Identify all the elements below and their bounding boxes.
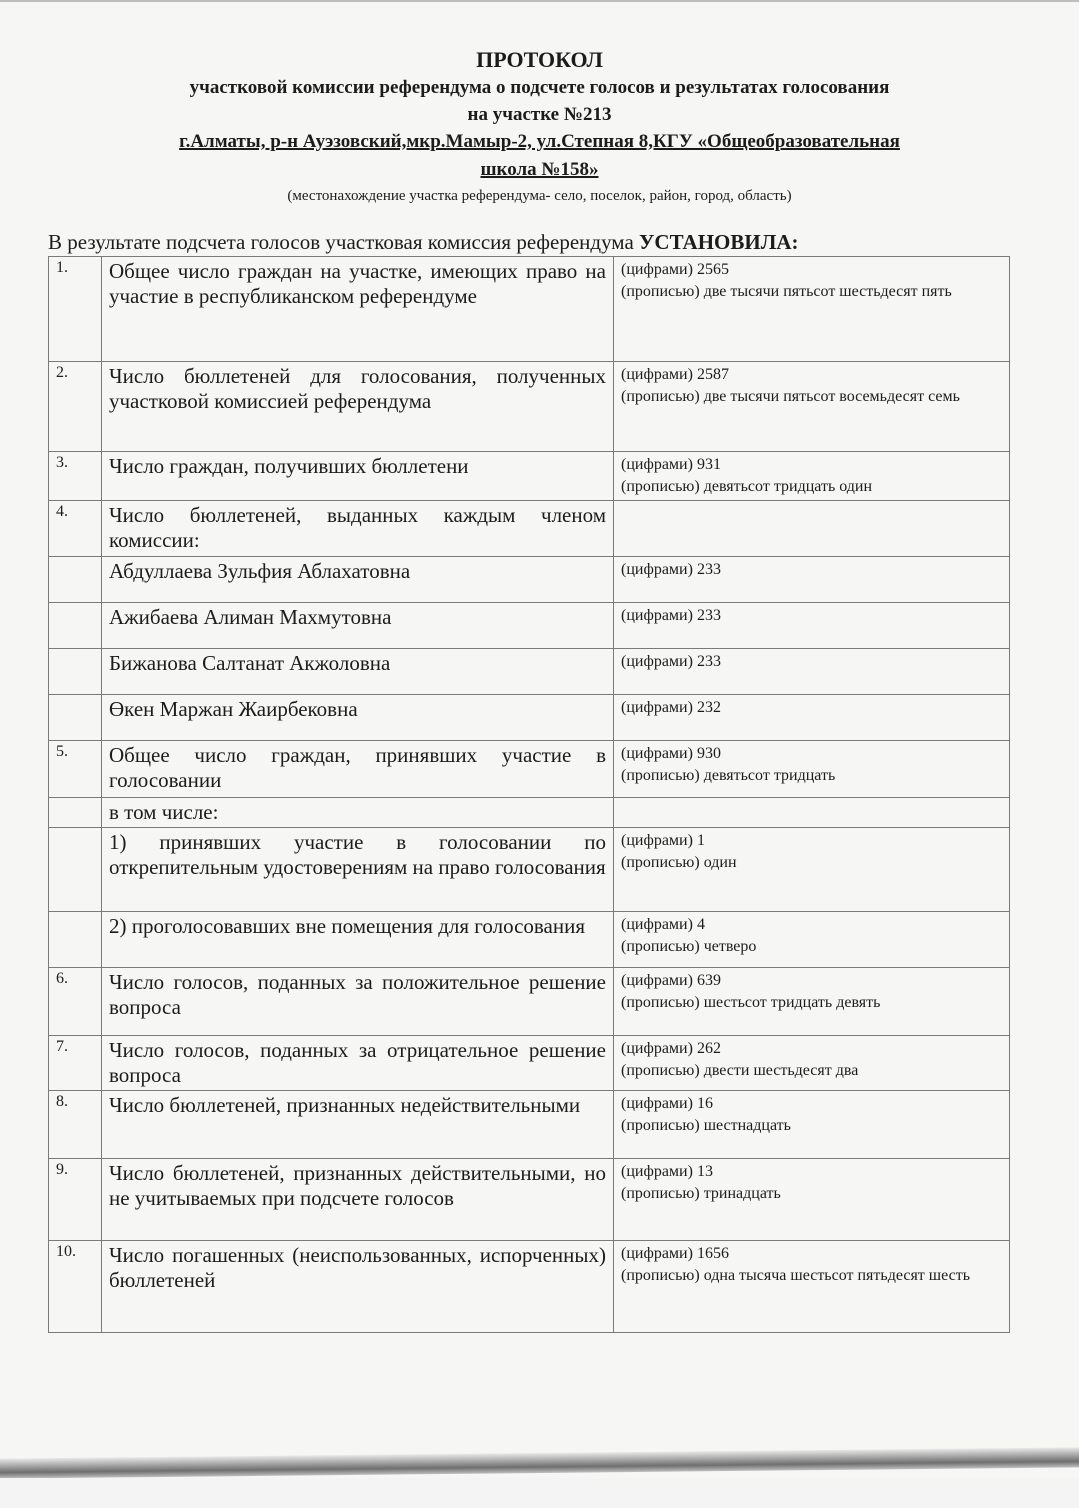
row-description: в том числе: xyxy=(102,798,614,828)
value-digits: (цифрами) 930 xyxy=(621,745,721,762)
page-bottom-edge xyxy=(0,1447,1079,1478)
row-description: 2) проголосовавших вне помещения для голосования xyxy=(102,912,614,968)
row-description: Число бюллетеней, выданных каждым членом комиссии: xyxy=(102,501,614,557)
table-row xyxy=(49,1036,1010,1091)
table-row xyxy=(49,695,1010,741)
polling-station-number: на участке №213 xyxy=(467,104,612,125)
row-description: Число погашенных (неиспользованных, испорченных) бюллетеней xyxy=(102,1241,614,1333)
value-words: (прописью) девятьсот тридцать xyxy=(621,767,836,784)
intro-text: В результате подсчета голосов участковая комиссия референдума xyxy=(48,230,640,254)
row-number: 7. xyxy=(49,1036,102,1091)
table-row xyxy=(49,1091,1010,1159)
row-number xyxy=(49,557,102,603)
row-number: 1. xyxy=(49,257,102,362)
value-digits: (цифрами) 2565 xyxy=(621,261,729,278)
table-row xyxy=(49,828,1010,912)
row-number xyxy=(49,603,102,649)
value-digits: (цифрами) 639 xyxy=(621,972,721,989)
row-number: 5. xyxy=(49,741,102,798)
table-row xyxy=(49,912,1010,968)
intro-emphasis: УСТАНОВИЛА: xyxy=(639,230,799,254)
row-description: Число бюллетеней для голосования, полученных участковой комиссией референдума xyxy=(102,362,614,452)
table-row xyxy=(49,968,1010,1036)
row-number: 9. xyxy=(49,1159,102,1241)
row-value xyxy=(614,695,1010,741)
row-description: Ажибаева Алиман Махмутовна xyxy=(102,603,614,649)
table-row xyxy=(49,741,1010,798)
value-words: (прописью) четверо xyxy=(621,938,757,955)
value-words: (прописью) шестьсот тридцать девять xyxy=(621,994,881,1011)
row-value xyxy=(614,1091,1010,1159)
row-value xyxy=(614,741,1010,798)
row-description: Число голосов, поданных за отрицательное решение вопроса xyxy=(102,1036,614,1091)
row-description: Общее число граждан, принявших участие в голосовании xyxy=(102,741,614,798)
row-value xyxy=(614,912,1010,968)
table-row xyxy=(49,1159,1010,1241)
row-value xyxy=(614,1036,1010,1091)
value-words: (прописью) тринадцать xyxy=(621,1185,781,1202)
table-row xyxy=(49,257,1010,362)
value-digits: (цифрами) 233 xyxy=(621,653,721,670)
table-row xyxy=(49,603,1010,649)
row-value xyxy=(614,968,1010,1036)
document-title: ПРОТОКОЛ xyxy=(476,47,603,72)
row-number: 8. xyxy=(49,1091,102,1159)
value-words: (прописью) две тысячи пятьсот восемьдесят семь xyxy=(621,388,960,405)
value-digits: (цифрами) 1656 xyxy=(621,1245,729,1262)
row-description: 1) принявших участие в голосовании по открепительным удостоверениям на право голосования xyxy=(102,828,614,912)
value-digits: (цифрами) 13 xyxy=(621,1163,713,1180)
row-value xyxy=(614,452,1010,501)
row-value xyxy=(614,798,1010,828)
row-number: 2. xyxy=(49,362,102,452)
row-value xyxy=(614,828,1010,912)
value-digits: (цифрами) 1 xyxy=(621,832,705,849)
value-digits: (цифрами) 232 xyxy=(621,699,721,716)
row-description: Өкен Маржан Жаирбековна xyxy=(102,695,614,741)
page-edge xyxy=(0,0,1079,2)
row-value xyxy=(614,603,1010,649)
value-words: (прописью) одна тысяча шестьсот пятьдесят шесть xyxy=(621,1267,970,1284)
results-table xyxy=(48,256,1010,1333)
row-description: Абдуллаева Зульфия Аблахатовна xyxy=(102,557,614,603)
row-number: 6. xyxy=(49,968,102,1036)
row-description: Общее число граждан на участке, имеющих право на участие в республиканском референдуме xyxy=(102,257,614,362)
value-digits: (цифрами) 2587 xyxy=(621,366,729,383)
row-description: Число граждан, получивших бюллетени xyxy=(102,452,614,501)
row-value xyxy=(614,1241,1010,1333)
row-number xyxy=(49,695,102,741)
row-description: Число бюллетеней, признанных действительными, но не учитываемых при подсчете голосов xyxy=(102,1159,614,1241)
table-row xyxy=(49,798,1010,828)
value-words: (прописью) девятьсот тридцать один xyxy=(621,478,873,495)
row-description: Бижанова Салтанат Акжоловна xyxy=(102,649,614,695)
row-number: 3. xyxy=(49,452,102,501)
intro-statement xyxy=(48,229,799,255)
row-number xyxy=(49,798,102,828)
location-note: (местонахождение участка референдума- село, поселок, район, город, область) xyxy=(287,188,792,204)
row-number: 10. xyxy=(49,1241,102,1333)
row-description: Число бюллетеней, признанных недействительными xyxy=(102,1091,614,1159)
background-surface xyxy=(0,1478,1079,1508)
row-number: 4. xyxy=(49,501,102,557)
row-value xyxy=(614,557,1010,603)
value-words: (прописью) две тысячи пятьсот шестьдесят пять xyxy=(621,283,952,300)
row-value xyxy=(614,1159,1010,1241)
value-digits: (цифрами) 262 xyxy=(621,1040,721,1057)
row-number xyxy=(49,649,102,695)
table-row xyxy=(49,362,1010,452)
row-number xyxy=(49,828,102,912)
value-digits: (цифрами) 16 xyxy=(621,1095,713,1112)
table-row xyxy=(49,557,1010,603)
value-digits: (цифрами) 233 xyxy=(621,607,721,624)
value-words: (прописью) двести шестьдесят два xyxy=(621,1062,859,1079)
value-digits: (цифрами) 233 xyxy=(621,561,721,578)
value-digits: (цифрами) 4 xyxy=(621,916,705,933)
value-digits: (цифрами) 931 xyxy=(621,456,721,473)
row-value xyxy=(614,501,1010,557)
row-value xyxy=(614,649,1010,695)
table-row xyxy=(49,452,1010,501)
row-value xyxy=(614,362,1010,452)
document-header xyxy=(0,46,1079,207)
table-row xyxy=(49,1241,1010,1333)
value-words: (прописью) шестнадцать xyxy=(621,1117,791,1134)
table-row xyxy=(49,501,1010,557)
document-subtitle: участковой комиссии референдума о подсчете голосов и результатах голосования xyxy=(189,77,890,98)
row-number xyxy=(49,912,102,968)
row-value xyxy=(614,257,1010,362)
row-description: Число голосов, поданных за положительное решение вопроса xyxy=(102,968,614,1036)
location-line-1: г.Алматы, р-н Ауэзовский,мкр.Мамыр-2, ул.Степная 8,КГУ «Общеобразовательная xyxy=(179,131,900,152)
value-words: (прописью) один xyxy=(621,854,737,871)
table-row xyxy=(49,649,1010,695)
location-line-2: школа №158» xyxy=(480,159,599,180)
